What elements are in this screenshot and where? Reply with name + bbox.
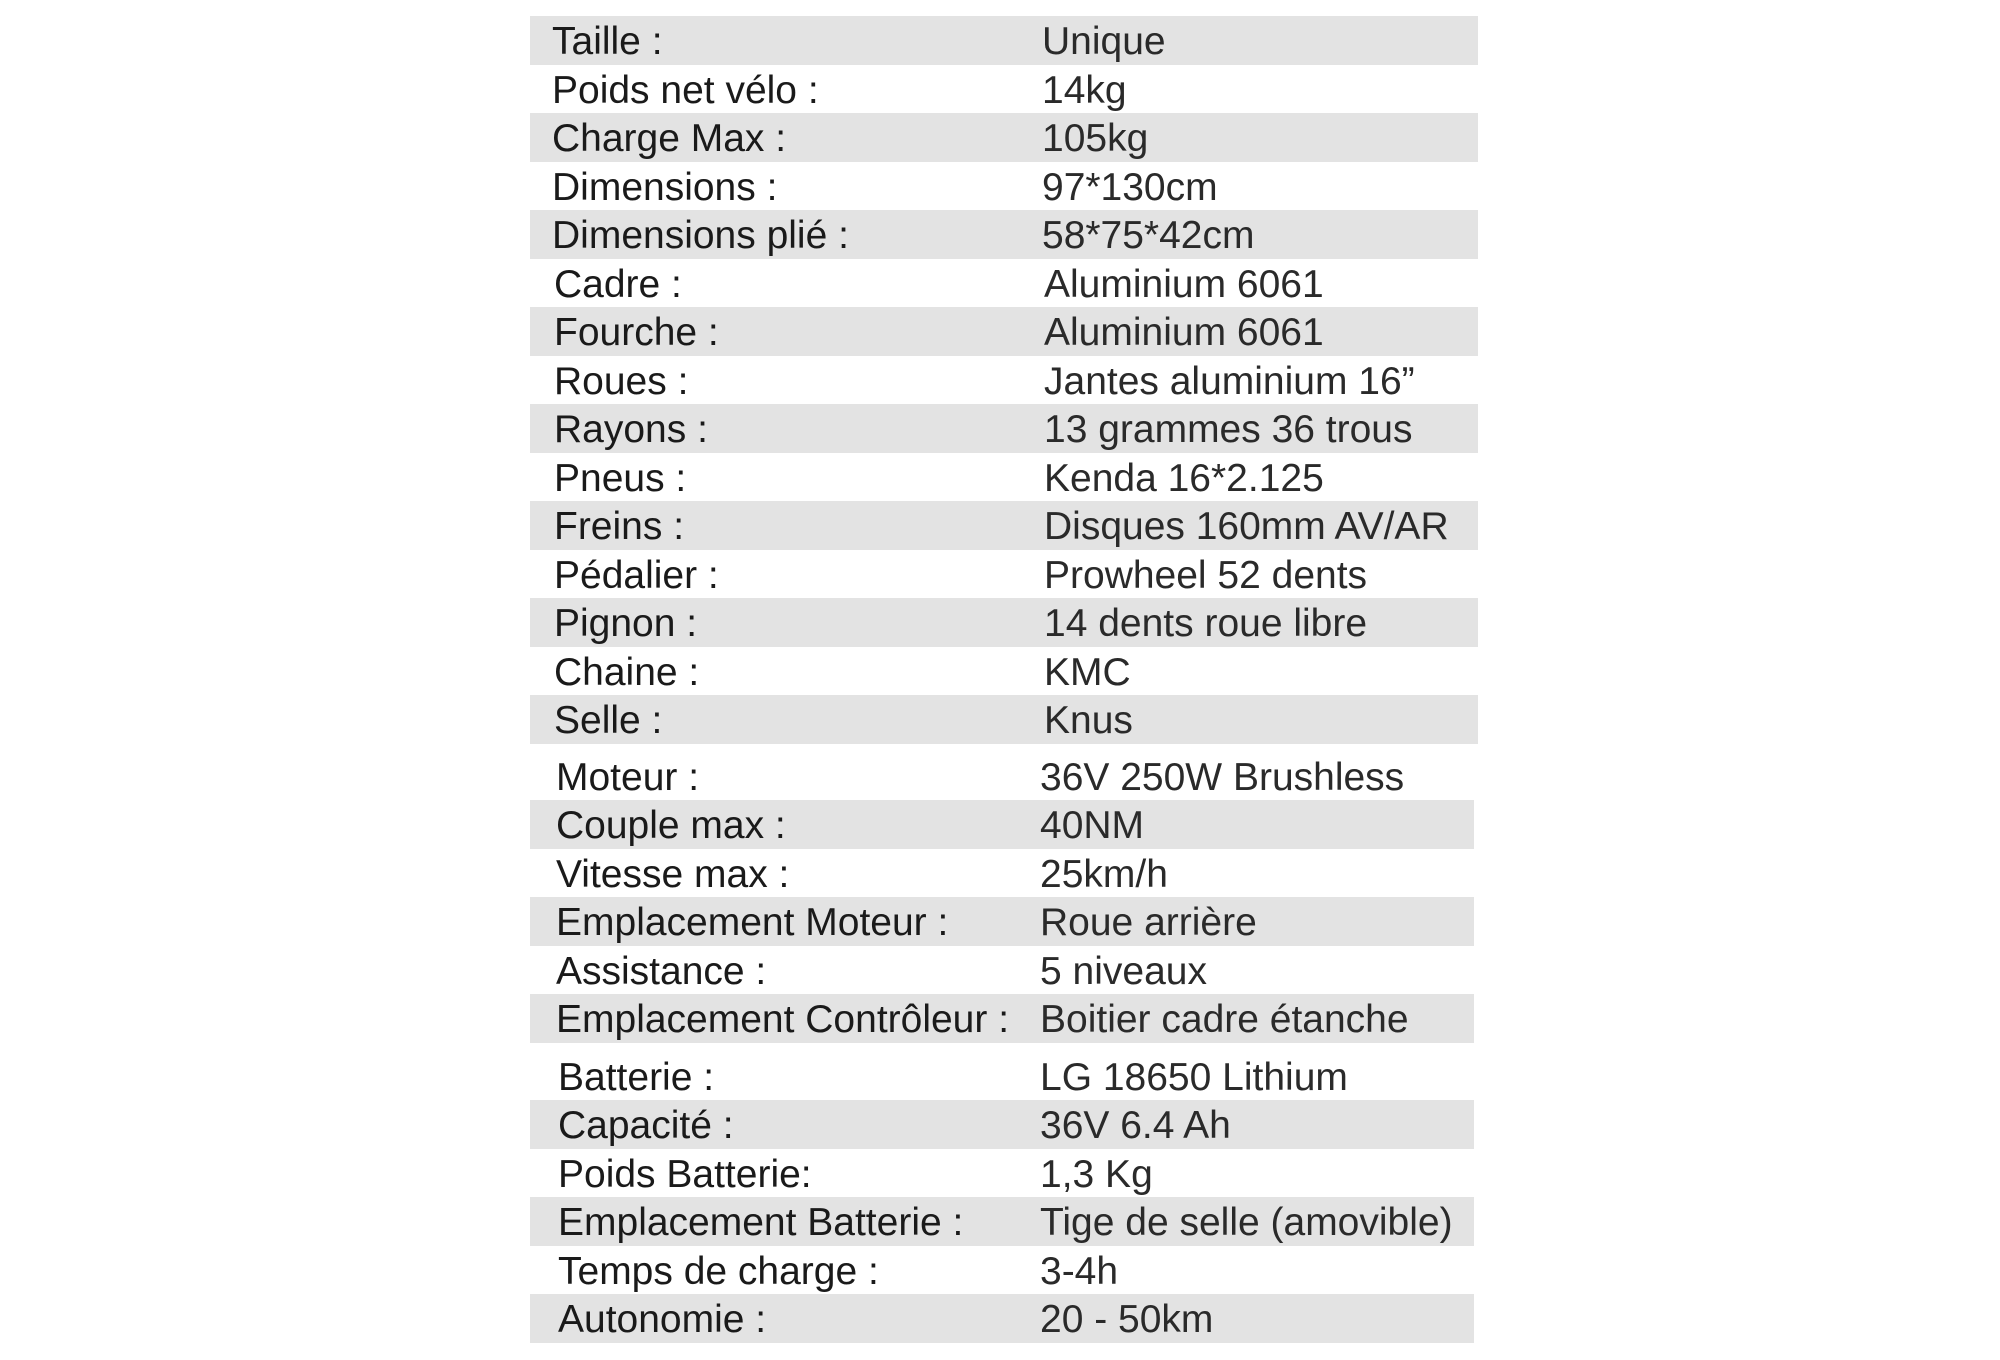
spec-row <box>530 598 1478 647</box>
spec-label: Batterie : <box>558 1055 715 1099</box>
spec-label: Emplacement Batterie : <box>558 1201 964 1244</box>
spec-value: 97*130cm <box>1042 165 1218 209</box>
spec-row <box>530 1100 1474 1149</box>
spec-value: 36V 250W Brushless <box>1040 755 1405 799</box>
spec-label: Dimensions plié : <box>552 214 849 257</box>
spec-row <box>530 1294 1474 1343</box>
spec-value: 20 - 50km <box>1040 1298 1214 1341</box>
spec-table <box>530 16 1478 1343</box>
spec-value: Boitier cadre étanche <box>1040 998 1409 1041</box>
spec-value: 1,3 Kg <box>1040 1152 1153 1196</box>
spec-row <box>530 65 1478 114</box>
spec-row <box>530 994 1474 1043</box>
spec-label: Taille : <box>552 20 663 63</box>
spec-row <box>530 946 1474 995</box>
spec-row <box>530 752 1474 801</box>
spec-label: Dimensions : <box>552 165 778 209</box>
spec-value: LG 18650 Lithium <box>1040 1055 1348 1099</box>
spec-label: Cadre : <box>554 262 682 306</box>
spec-value: 14 dents roue libre <box>1044 602 1368 645</box>
spec-value: 3-4h <box>1040 1249 1119 1293</box>
spec-value: Jantes aluminium 16” <box>1044 359 1415 403</box>
spec-value: Aluminium 6061 <box>1044 311 1324 354</box>
spec-value: 36V 6.4 Ah <box>1040 1104 1231 1147</box>
spacer <box>530 1043 1478 1052</box>
spec-value: Kenda 16*2.125 <box>1044 456 1324 500</box>
spec-row <box>530 453 1478 502</box>
spec-value: Knus <box>1044 699 1133 742</box>
spec-label: Poids Batterie: <box>558 1152 812 1196</box>
spec-label: Pédalier : <box>554 553 719 597</box>
spec-row <box>530 356 1478 405</box>
spec-label: Freins : <box>554 505 685 548</box>
spec-row <box>530 1052 1474 1101</box>
spec-row <box>530 897 1474 946</box>
spec-label: Emplacement Moteur : <box>556 901 949 944</box>
spec-value: Prowheel 52 dents <box>1044 553 1368 597</box>
spec-label: Poids net vélo : <box>552 68 819 112</box>
spec-row <box>530 550 1478 599</box>
spacer <box>530 744 1478 752</box>
spec-row <box>530 1246 1474 1295</box>
spec-label: Chaine : <box>554 650 700 694</box>
spec-value: 105kg <box>1042 117 1149 160</box>
spec-row <box>530 849 1474 898</box>
spec-value: 13 grammes 36 trous <box>1044 408 1413 451</box>
spec-row <box>530 501 1478 550</box>
spec-label: Pignon : <box>554 602 698 645</box>
spec-row <box>530 16 1478 65</box>
spec-label: Vitesse max : <box>556 852 790 896</box>
spec-group-components <box>530 259 1478 744</box>
spec-label: Temps de charge : <box>558 1249 879 1293</box>
spec-label: Roues : <box>554 359 689 403</box>
spec-label: Couple max : <box>556 804 786 847</box>
spec-value: 25km/h <box>1040 852 1168 896</box>
spec-row <box>530 1149 1474 1198</box>
spec-value: Tige de selle (amovible) <box>1040 1201 1453 1244</box>
spec-label: Autonomie : <box>558 1298 767 1341</box>
spec-value: KMC <box>1044 650 1131 694</box>
spec-row <box>530 695 1478 744</box>
spec-value: 58*75*42cm <box>1042 214 1255 257</box>
spec-label: Capacité : <box>558 1104 734 1147</box>
spec-value: 40NM <box>1040 804 1145 847</box>
spec-group-battery <box>530 1052 1474 1343</box>
spec-label: Rayons : <box>554 408 708 451</box>
spec-label: Charge Max : <box>552 117 787 160</box>
spec-row <box>530 1197 1474 1246</box>
spec-group-general <box>530 16 1478 259</box>
spec-row <box>530 307 1478 356</box>
spec-label: Selle : <box>554 699 663 742</box>
spec-value: Roue arrière <box>1040 901 1257 944</box>
spec-row <box>530 162 1478 211</box>
spec-row <box>530 404 1478 453</box>
spec-label: Moteur : <box>556 755 700 799</box>
spec-value: 5 niveaux <box>1040 949 1207 993</box>
spec-row <box>530 800 1474 849</box>
spec-row <box>530 647 1478 696</box>
spec-row <box>530 113 1478 162</box>
spec-value: Disques 160mm AV/AR <box>1044 505 1449 548</box>
spec-row <box>530 210 1478 259</box>
spec-label: Fourche : <box>554 311 719 354</box>
spec-label: Pneus : <box>554 456 687 500</box>
spec-value: Aluminium 6061 <box>1044 262 1324 306</box>
spec-label: Emplacement Contrôleur : <box>556 998 1010 1041</box>
spec-value: Unique <box>1042 20 1166 63</box>
spec-value: 14kg <box>1042 68 1127 112</box>
spec-group-motor <box>530 752 1474 1043</box>
spec-label: Assistance : <box>556 949 767 993</box>
spec-row <box>530 259 1478 308</box>
